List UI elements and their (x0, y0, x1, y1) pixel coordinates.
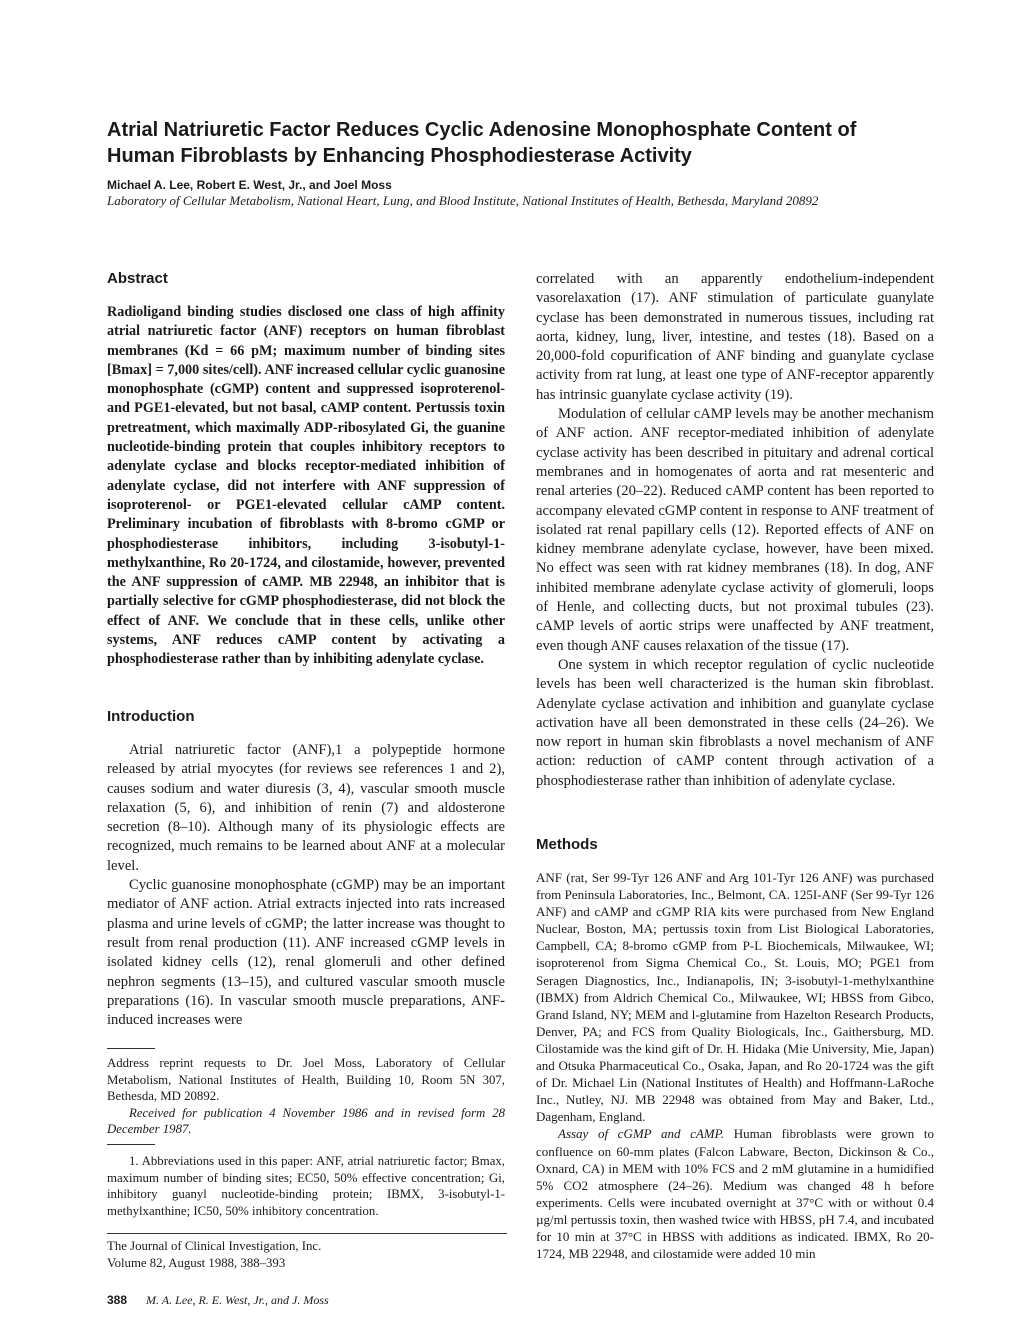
intro-paragraph-2: Cyclic guanosine monophosphate (cGMP) may be an important mediator of ANF action. Atrial extracts injected into rats increased plasma and urine levels of cGMP; the latter increase was thought to result from renal production (11). ANF increased cGMP levels in isolated kidney cells (12), renal glomeruli and other defined nephron segments (13–15), and cultured vascular smooth muscle preparations (16). In vascular smooth muscle preparations, ANF-induced increases were (107, 877, 505, 1029)
right-paragraph-1: correlated with an apparently endothelium-independent vasorelaxation (17). ANF stimulation of particulate guanylate cyclase has been demonstrated in numerous tissues, including rat aorta, kidney, lung, liver, intestine, and testes (18). Based on a 20,000-fold copurification of ANF binding and guanylate cyclase activity from rat lung, at least one type of ANF-receptor apparently has intrinsic guanylate cyclase activity (19). (536, 271, 934, 403)
abstract-text: Radioligand binding studies disclosed one class of high affinity atrial natriuretic factor (ANF) receptors on human fibroblast membranes (Kd = 66 pM; maximum number of binding sites [Bmax] = 7,000 sites/cell). ANF increased cellular cyclic guanosine monophosphate (cGMP) content and suppressed isoproterenol- and PGE1-elevated, but not basal, cAMP content. Pertussis toxin pretreatment, which maximally ADP-ribosylated Gi, the guanine nucleotide-binding protein that couples inhibitory receptors to adenylate cyclase and blocks receptor-mediated inhibition of adenylate cyclase, did not interfere with ANF suppression of isoproterenol- or PGE1-elevated cellular cAMP content. Preliminary incubation of fibroblasts with 8-bromo cGMP or phosphodiesterase inhibitors, including 3-isobutyl-1-methylxanthine, Ro 20-1724, and cilostamide, however, prevented the ANF suppression of cAMP. MB 22948, an inhibitor that is partially selective for cGMP phosphodiesterase, did not block the effect of ANF. We conclude that in these cells, unlike other systems, ANF reduces cAMP content by activating a phosphodiesterase rather than by inhibiting adenylate cyclase. (107, 304, 505, 668)
right-column (536, 270, 934, 1262)
page-footer (107, 1293, 329, 1308)
article-title: Atrial Natriuretic Factor Reduces Cyclic Adenosine Monophosphate Content of Human Fibroblasts by Enhancing Phosphodiesterase Activity (107, 119, 857, 167)
abstract-section (107, 270, 505, 670)
intro-paragraph-1: Atrial natriuretic factor (ANF),1 a polypeptide hormone released by atrial myocytes (for reviews see references 1 and 2), causes sodium and water diuresis (3, 4), vascular smooth muscle relaxation (5, 6), and inhibition of renin (7) and aldosterone secretion (8–10). Although many of its physiologic effects are recognized, much remains to be learned about ANF at a molecular level. (107, 742, 505, 874)
received-note: Received for publication 4 November 1986 and in revised form 28 December 1987. (107, 1105, 505, 1137)
methods-heading: Methods (536, 836, 598, 853)
introduction-heading: Introduction (107, 708, 195, 725)
abbreviations-note: 1. Abbreviations used in this paper: ANF, atrial natriuretic factor; Bmax, maximum number of binding sites; EC50, 50% effective concentration; Gi, inhibitory guanyl nucleotide-binding protein; IBMX, 3-isobutyl-1-methylxanthine; IC50, 50% inhibitory concentration. (107, 1153, 505, 1218)
footnote-divider-2 (107, 1144, 155, 1145)
left-column (107, 270, 505, 1029)
running-authors: M. A. Lee, R. E. West, Jr., and J. Moss (146, 1293, 329, 1307)
affiliation: Laboratory of Cellular Metabolism, National Heart, Lung, and Blood Institute, National Institutes of Health, Bethesda, Maryland 20892 (107, 193, 819, 208)
methods-paragraph-1: ANF (rat, Ser 99-Tyr 126 ANF and Arg 101-Tyr 126 ANF) was purchased from Peninsula Laboratories, Inc., Belmont, CA. 125I-ANF (Ser 99-Tyr 126 ANF) and cAMP and cGMP RIA kits were purchased from New England Nuclear, Boston, MA; pertussis toxin from List Biological Laboratories, Campbell, CA; 8-bromo cGMP from P-L Biochemicals, Milwaukee, WI; isoproterenol from Sigma Chemical Co., St. Louis, MO; PGE1 from Seragen Diagnostics, Inc., Indianapolis, IN; 3-isobutyl-1-methylxanthine (IBMX) from Aldrich Chemical Co., Milwaukee, WI; HBSS from Gibco, Grand Island, NY; MEM and l-glutamine from Hazelton Research Products, Denver, PA; and FCS from Quality Biologicals, Inc., Gaithersburg, MD. Cilostamide was the kind gift of Dr. H. Hidaka (Mie University, Mie, Japan) and Otsuka Pharmaceutical Co., Osaka, Japan, and Ro 20-1724 was the gift of Dr. Michael Lin (National Institutes of Health) and Hoffmann-LaRoche Inc., Nutley, NJ. MB 22948 was obtained from May and Baker, Ltd., Dagenham, England. (536, 870, 934, 1125)
journal-volume: Volume 82, August 1988, 388–393 (107, 1256, 286, 1270)
assay-text: Human fibroblasts were grown to confluence on 60-mm plates (Falcon Labware, Becton, Dickinson & Co., Oxnard, CA) in MEM with 10% FCS and 2 mM glutamine in a humidified 5% CO2 atmosphere (24–26). Medium was changed 48 h before experiments. Cells were incubated overnight at 37°C with or without 0.4 µg/ml pertussis toxin, then washed twice with HBSS, pH 7.4, and incubated for 10 min at 37°C in HBSS with additions as indicated. IBMX, Ro 20-1724, MB 22948, and cilostamide were added 10 min (536, 1126, 934, 1262)
methods-paragraph-2 (536, 1125, 934, 1262)
footnote-divider (107, 1048, 155, 1049)
introduction-section (107, 708, 505, 1030)
right-paragraph-3: One system in which receptor regulation of cyclic nucleotide levels has been well characterized is the human skin fibroblast. Adenylate cyclase activation and inhibition and guanylate cyclase activation have all been demonstrated in these cells (24–26). We now report in human skin fibroblasts a novel mechanism of ANF action: reduction of cAMP content through activation of a phosphodiesterase rather than inhibition of adenylate cyclase. (536, 656, 934, 789)
right-paragraph-2: Modulation of cellular cAMP levels may be another mechanism of ANF action. ANF receptor-mediated inhibition of adenylate cyclase activity has been described in pituitary and adrenal cortical membranes and in homogenates of aorta and rat mesenteric and renal arteries (20–22). Reduced cAMP content has been reported to accompany elevated cGMP content in response to ANF treatment of isolated rat renal papillary cells (12). Reported effects of ANF on kidney membrane adenylate cyclase, however, have been mixed. No effect was seen with rat kidney membranes (18). In dog, ANF inhibited membrane adenylate cyclase activity of glomeruli, loops of Henle, and collecting ducts, but not proximal tubules (23). cAMP levels of aortic strips were unaffected by ANF treatment, even though ANF causes relaxation of the tissue (17). (536, 406, 934, 654)
abstract-heading: Abstract (107, 270, 168, 287)
journal-name: The Journal of Clinical Investigation, Inc. (107, 1239, 322, 1253)
journal-info (107, 1233, 507, 1272)
methods-section (536, 836, 934, 1262)
authors: Michael A. Lee, Robert E. West, Jr., and Joel Moss (107, 178, 392, 192)
footnotes (107, 1048, 505, 1219)
page-number: 388 (107, 1293, 128, 1307)
address-note: Address reprint requests to Dr. Joel Moss, Laboratory of Cellular Metabolism, National Institutes of Health, Building 10, Room 5N 307, Bethesda, MD 20892. (107, 1056, 505, 1104)
assay-label: Assay of cGMP and cAMP. (558, 1126, 725, 1142)
